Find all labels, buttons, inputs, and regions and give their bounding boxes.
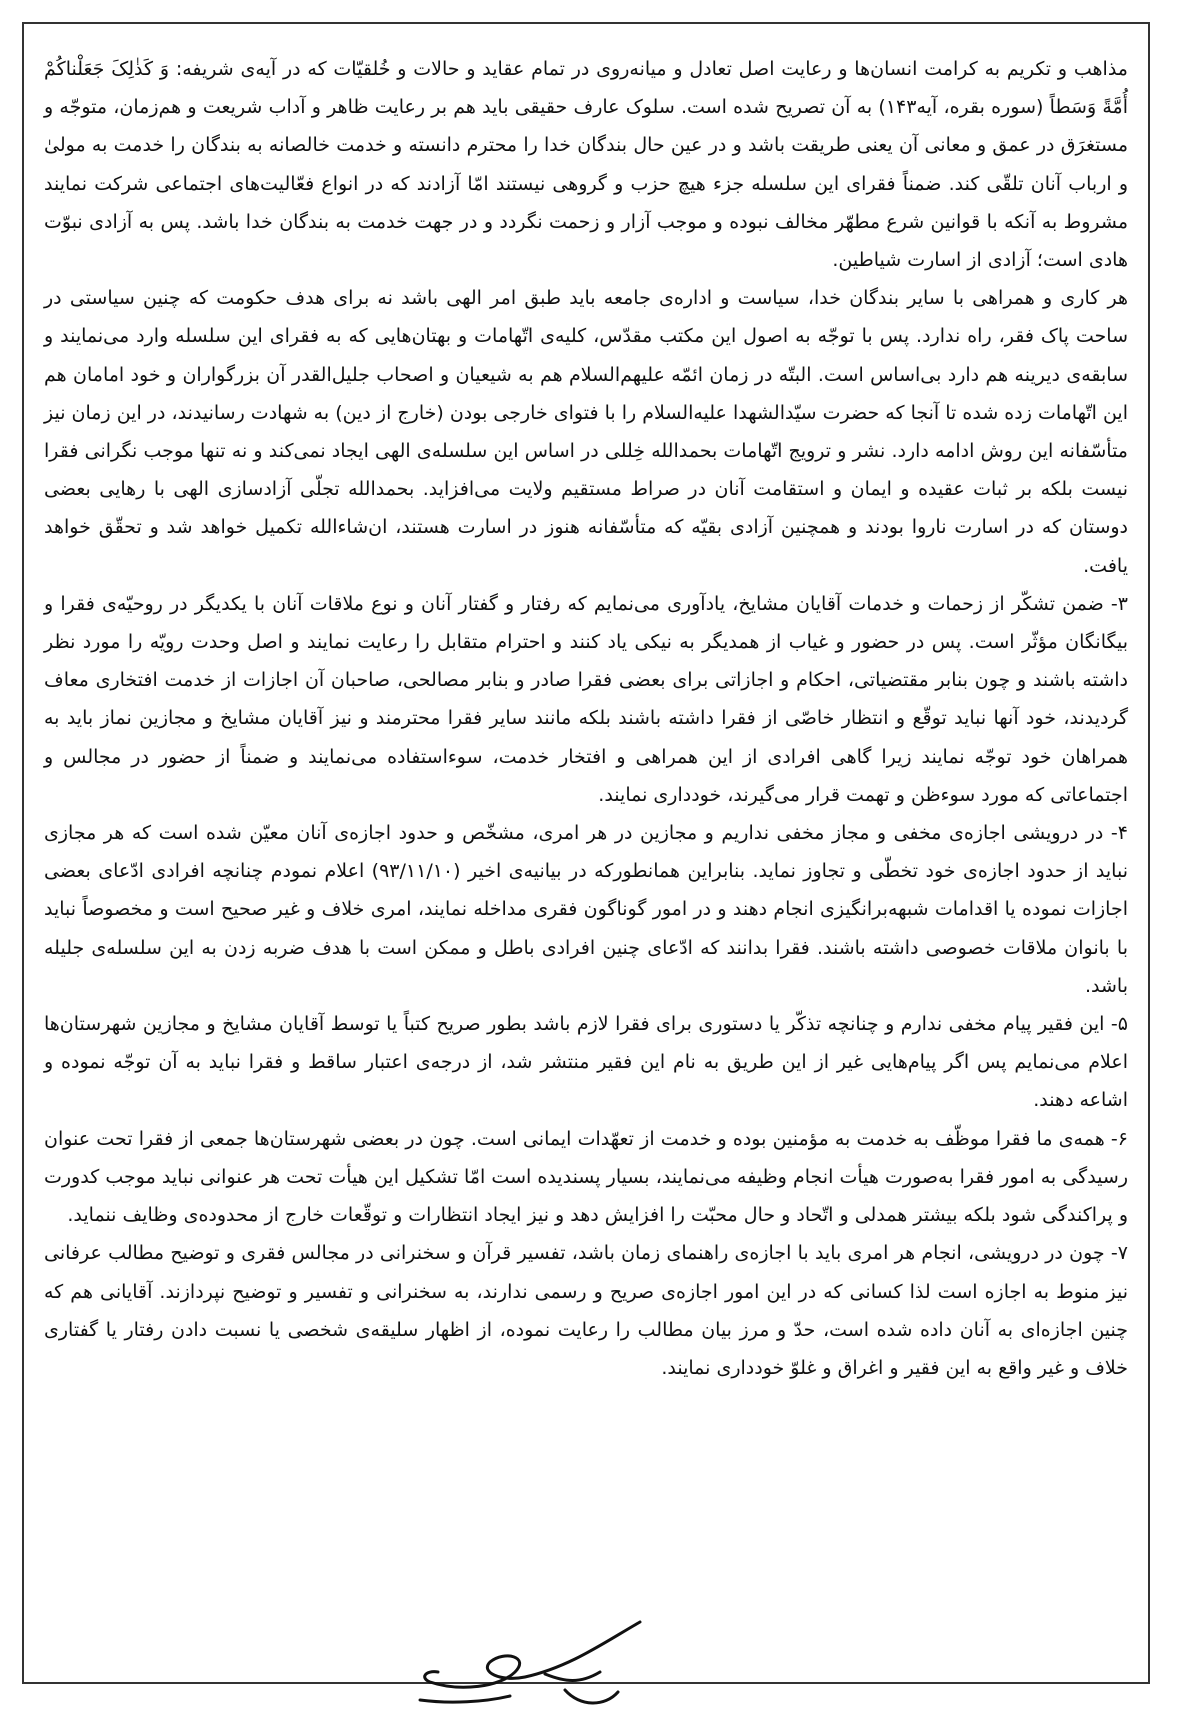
paragraph-item-7: ۷- چون در درویشی، انجام هر امری باید با اجازه‌ی راهنمای زمان باشد، تفسیر قرآن و سخنرانی در مجالس فقری و توضیح مطالب عرفانی نیز منوط به اجازه است لذا کسانی که در این امور اجازه‌ی صریح و رسمی ندارند، به سخنرانی و تفسیر و توضیح نپردازند. آقایانی هم که چنین اجازه‌ای به آنان داده شده است، حدّ و مرز بیان مطالب را رعایت نموده، از اظهار سلیقه‌ی شخصی یا نسبت دادن رفتار یا گفتاری خلاف و غیر واقع به این فقیر و اغراق و غلوّ خودداری نمایند. <box>44 1242 1128 1379</box>
paragraph-item-4: ۴- در درویشی اجازه‌ی مخفی و مجاز مخفی نداریم و مجازین در هر امری، مشخّص و حدود اجازه‌ی آنان معیّن شده است که هر مجازی نباید از حدود اجازه‌ی خود تخطّی و تجاوز نماید. بنابراین همانطورکه در بیانیه‌ی اخیر (۹۳/۱۱/۱۰) اعلام نمودم چنانچه افرادی ادّعای بعضی اجازات نموده یا اقدامات شبهه‌برانگیزی انجام دهند و در امور گوناگون فقری مداخله نمایند، امری خلاف و غیر صحیح است و مخصوصاً نباید با بانوان ملاقات خصوصی داشته باشند. فقرا بدانند که ادّعای چنین افرادی باطل و ممکن است با هدف ضربه زدن به این سلسله‌ی جلیله باشد. <box>44 822 1128 997</box>
paragraph-item-6: ۶- همه‌ی ما فقرا موظّف به خدمت به مؤمنین بوده و خدمت از تعهّدات ایمانی است. چون در بعضی شهرستان‌ها جمعی از فقرا تحت عنوان رسیدگی به امور فقرا به‌صورت هیأت انجام وظیفه می‌نمایند، بسیار پسندیده است امّا تشکیل این هیأت تحت هر عنوانی نباید موجب کدورت و پراکندگی شود بلکه بیشتر همدلی و اتّحاد و حال محبّت را افزایش دهد و نیز ایجاد انتظارات و توقّعات خارج از محدوده‌ی وظایف ننماید. <box>44 1127 1128 1227</box>
paragraph-politics: هر کاری و همراهی با سایر بندگان خدا، سیاست و اداره‌ی جامعه باید طبق امر الهی باشد نه برای هدف حکومت که چنین سیاستی در ساحت پاک فقر، راه ندارد. پس با توجّه به اصول این مکتب مقدّس، کلیه‌ی اتّهامات و بهتان‌هایی که به فقرای این سلسله وارد می‌نمایند و سابقه‌ی دیرینه هم دارد بی‌اساس است. البتّه در زمان ائمّه علیهم‌السلام هم به شیعیان و اصحاب جلیل‌القدر آن بزرگواران و خود امامان هم این اتّهامات زده شده تا آنجا که حضرت سیّدالشهدا علیه‌السلام را با فتوای خارجی بودن (خارج از دین) به شهادت رسانیدند، در این زمان نیز متأسّفانه این روش ادامه دارد. نشر و ترویج اتّهامات بحمدالله خِللی در اساس این سلسله‌ی الهی ایجاد نمی‌کند و نه تنها موجب نگرانی فقرا نیست بلکه بر ثبات عقیده و ایمان و استقامت آنان در صراط مستقیم ولایت می‌افزاید. بحمدالله تجلّی آزادسازی الهی با رهایی بعضی دوستان که در اسارت ناروا بودند و همچنین آزادی بقیّه که متأسّفانه هنوز در اسارت هستند، ان‌شاءالله تکمیل خواهد شد و تحقّق خواهد یافت. <box>44 287 1128 577</box>
paragraph-item-3: ۳- ضمن تشکّر از زحمات و خدمات آقایان مشایخ، یادآوری می‌نمایم که رفتار و گفتار آنان و نوع ملاقات آنان با یکدیگر در روحیّه‌ی فقرا و بیگانگان مؤثّر است. پس در حضور و غیاب از همدیگر به نیکی یاد کنند و احترام متقابل را رعایت نمایند و اصل وحدت رویّه را مورد نظر داشته باشند و چون بنابر مقتضیاتی، احکام و اجازاتی برای بعضی فقرا صادر و بنابر مصالحی، صاحبان آن اجازات از خدمت افتخاری معاف گردیدند، خود آنها نباید توقّع و انتظار خاصّی از فقرا داشته باشند بلکه مانند سایر فقرا محترمند و نیز آقایان مشایخ و مجازین نماز باید به همراهان خود توجّه نمایند زیرا گاهی افرادی از این همراهی و افتخار خدمت، سوءاستفاده می‌نمایند و ضمناً از حضور در مجالس و اجتماعاتی که مورد سوءظن و تهمت قرار می‌گیرند، خودداری نمایند. <box>44 592 1128 806</box>
paragraph-item-5: ۵- این فقیر پیام مخفی ندارم و چنانچه تذکّر یا دستوری برای فقرا لازم باشد بطور صریح کتباً یا توسط آقایان مشایخ و مجازین شهرستان‌ها اعلام می‌نمایم پس اگر پیام‌هایی غیر از این طریق به نام این فقیر منتشر شد، از درجه‌ی اعتبار ساقط و فقرا نباید به آن توجّه نموده و اشاعه دهند. <box>44 1013 1128 1112</box>
document-body <box>44 50 1128 1387</box>
handwritten-signature <box>390 1612 670 1712</box>
document-page <box>22 22 1150 1684</box>
paragraph-intro: مذاهب و تکریم به کرامت انسان‌ها و رعایت اصل تعادل و میانه‌روی در تمام عقاید و حالات و خُلقیّات که در آیه‌ی شریفه: وَ کَذٰلِکَ جَعَلْناکُمْ أُمَّةً وَسَطاً (سوره بقره، آیه۱۴۳) به آن تصریح شده است. سلوک عارف حقیقی باید هم بر رعایت ظاهر و آداب شریعت و هم‌زمان، متوجّه و مستغرَق در عمق و معانی آن یعنی طریقت باشد و در عین حال بندگان خدا را محترم دانسته و خدمت خالصانه به بندگان را خدمت به مولیٰ و ارباب آنان تلقّی کند. ضمناً فقرای این سلسله جزء هیچ حزب و گروهی نیستند امّا آزادند که در انواع فعّالیت‌های اجتماعی شرکت نمایند مشروط به آنکه با قوانین شرع مطهّر مخالف نبوده و موجب آزار و زحمت نگردد و در جهت خدمت به بندگان خدا باشد. پس به آزادی نبوّت هادی است؛ آزادی از اسارت شیاطین. <box>44 58 1128 272</box>
signature-mark <box>390 1612 670 1712</box>
